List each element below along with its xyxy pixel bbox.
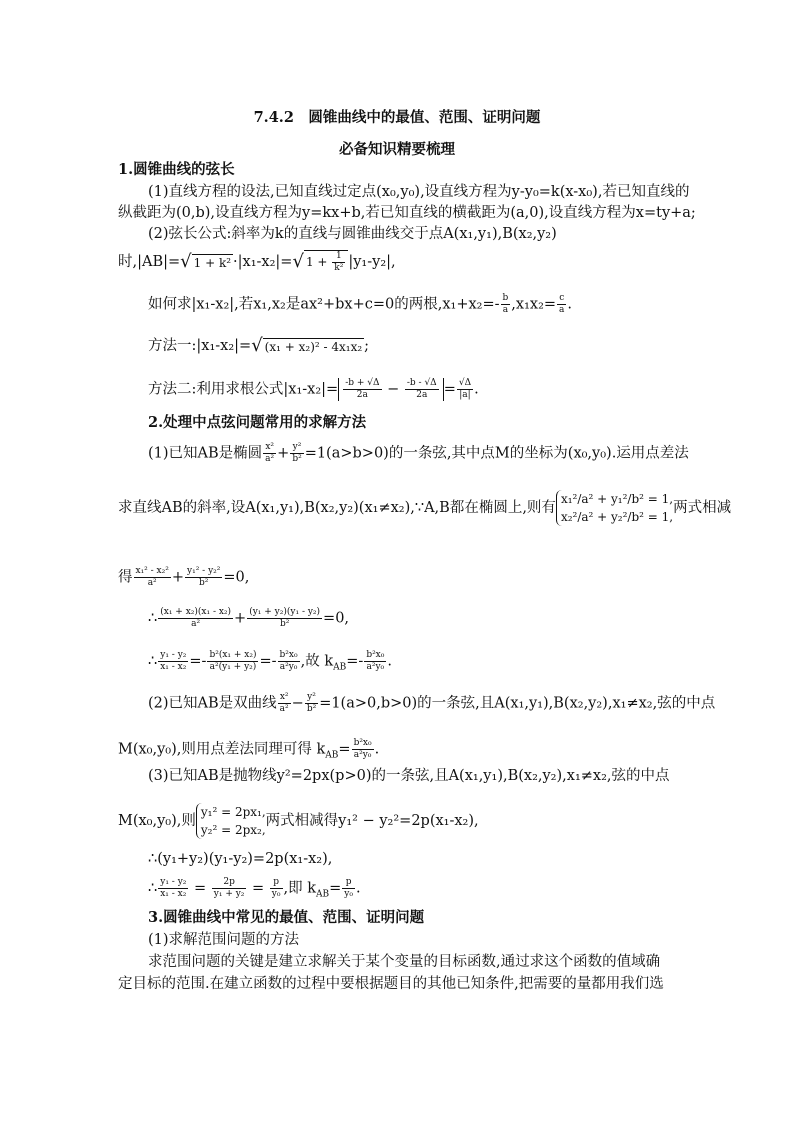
section3-heading: 3.圆锥曲线中常见的最值、范围、证明问题 — [148, 909, 425, 926]
page-subtitle: 必备知识精要梳理 — [339, 141, 455, 158]
s3-body-line-2: 定目标的范围.在建立函数的过程中要根据题目的其他已知条件,把需要的量都用我们选 — [118, 976, 664, 992]
s2-hyperbola-line-1: (2)已知AB是双曲线 $\frac{\text{x²}}{\text{a²}}$ − $\frac{\text{y²}}{\text{b²}}$ =1(a>0,b>0)的一条弦,且A(x₁,y₁),B(x₂,y₂),x₁≠x₂,弦的中点 — [148, 692, 716, 714]
section1-heading: 1.圆锥曲线的弦长 — [118, 161, 235, 178]
section2-heading: 2.处理中点弦问题常用的求解方法 — [148, 414, 367, 431]
s1-roots-line: 如何求|x₁-x₂|,若x₁,x₂是ax²+bx+c=0的两根,x₁+x₂=- $\frac{b}{a}$ ,x₁x₂= $\frac{c}{a}$ . — [148, 293, 573, 315]
s1-line-3: (2)弦长公式:斜率为k的直线与圆锥曲线交于点A(x₁,y₁),B(x₂,y₂) — [148, 226, 557, 242]
s2-parabola-line-2: M(x₀,y₀),则 y₁² = 2px₁, y₂² = 2px₂, 两式相减得y₁² − y₂²=2p(x₁-x₂), — [118, 805, 479, 837]
page-title: 7.4.2 圆锥曲线中的最值、范围、证明问题 — [253, 109, 541, 126]
s2-ellipse-line-3: 得 $\frac{\text{x₁² - x₂²}}{\text{a²}}$ + $\frac{\text{y₁² - y₂²}}{\text{b²}}$ =0, — [118, 566, 250, 588]
s2-parabola-line-1: (3)已知AB是抛物线y²=2px(p>0)的一条弦,且A(x₁,y₁),B(x₂,y₂),x₁≠x₂,弦的中点 — [148, 768, 670, 784]
s3-body-line-1: 求范围问题的关键是建立求解关于某个变量的目标函数,通过求这个函数的值域确 — [148, 954, 661, 970]
s1-method-2: 方法二:利用求根公式|x₁-x₂|= $\frac{-b + √\Delta}{2a}$ − $\frac{-b - √\Delta}{2a}$ = $\frac{√\Delta}{|a|}$ . — [148, 378, 479, 400]
s1-chord-formula: 时,|AB|=√ 1 + k² ·|x₁-x₂|=√ 1 + $\frac{1}{\text{k²}}$ |y₁-y₂|, — [118, 251, 396, 273]
s1-line-1: (1)直线方程的设法,已知直线过定点(x₀,y₀),设直线方程为y-y₀=k(x-x₀),若已知直线的 — [148, 184, 690, 200]
s3-subheading: (1)求解范围问题的方法 — [148, 932, 300, 948]
s1-line-2: 纵截距为(0,b),设直线方程为y=kx+b,若已知直线的横截距为(a,0),设直线方程为x=ty+a; — [118, 205, 696, 221]
s2-ellipse-line-4: ∴ $\frac{\text{(x₁ + x₂)(x₁ - x₂)}}{\text{a²}}$ + $\frac{\text{(y₁ + y₂)(y₁ - y₂)}}{\text{b²}}$ =0, — [148, 607, 350, 629]
s2-parabola-line-3: ∴(y₁+y₂)(y₁-y₂)=2p(x₁-x₂), — [148, 851, 333, 867]
s2-parabola-line-4: ∴ $\frac{\text{y₁ - y₂}}{\text{x₁ - x₂}}$ = $\frac{2p}{\text{y₁ + y₂}}$ = $\frac{p}{\text{y₀}}$ ,即 $k_{AB}=$ $\frac{p}{\text{y₀}}$ . — [148, 877, 361, 900]
s1-method-1: 方法一:|x₁-x₂|=√ (x₁ + x₂)² - 4x₁x₂ ; — [148, 335, 370, 356]
s2-ellipse-line-1: (1)已知AB是椭圆 $\frac{\text{x²}}{\text{a²}}$ + $\frac{\text{y²}}{\text{b²}}$ =1(a>b>0)的一条弦,其中点M的坐标为(x₀,y₀).运用点差法 — [148, 442, 689, 464]
s2-hyperbola-line-2: M(x₀,y₀),则用点差法同理可得 $k_{AB}=$ $\frac{\text{b²x₀}}{\text{a²y₀}}$ . — [118, 738, 380, 761]
s2-ellipse-line-5: ∴ $\frac{\text{y₁ - y₂}}{\text{x₁ - x₂}}$ =- $\frac{\text{b²(x₁ + x₂)}}{\text{a²(y₁ + y₂)}}$ =- $\frac{\text{b²x₀}}{\text{a²y₀}}$ ,故 $k_{AB}=-$ $\frac{\text{b²x₀}}{\text{a²y₀}}$ . — [148, 650, 392, 673]
s2-ellipse-line-2: 求直线AB的斜率,设A(x₁,y₁),B(x₂,y₂)(x₁≠x₂),∵A,B都在椭圆上,则有 x₁²/a² + y₁²/b² = 1, x₂²/a² + y₂²/b² = 1, 两式相减 — [118, 492, 732, 524]
